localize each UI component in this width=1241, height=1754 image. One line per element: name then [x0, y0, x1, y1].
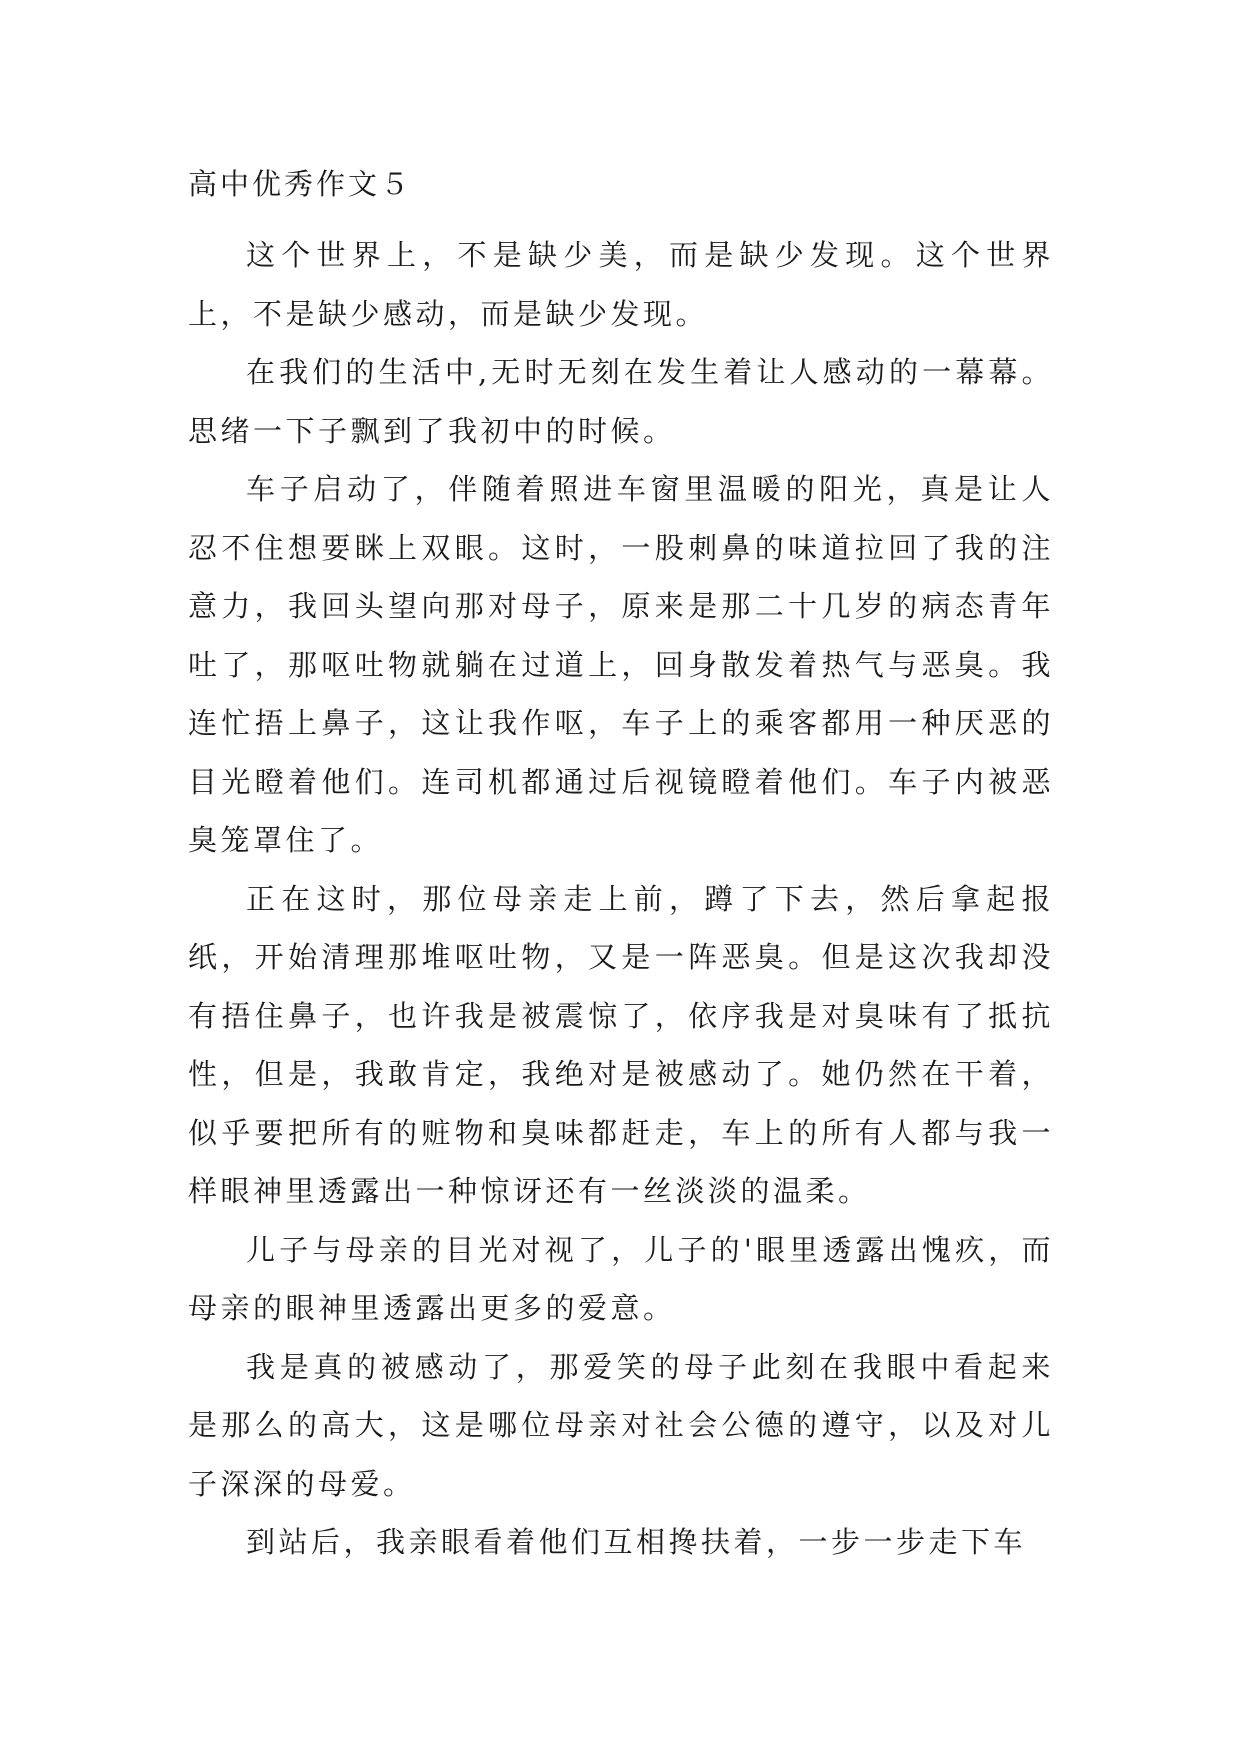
paragraph: 这个世界上，不是缺少美，而是缺少发现。这个世界上，不是缺少感动，而是缺少发现。 — [188, 238, 1054, 331]
paragraph: 儿子与母亲的目光对视了，儿子的'眼里透露出愧疚，而母亲的眼神里透露出更多的爱意。 — [188, 1232, 1054, 1325]
document-body — [188, 164, 1054, 1572]
paragraph: 到站后，我亲眼看着他们互相搀扶着，一步一步走下车 — [246, 1525, 1027, 1559]
paragraph: 正在这时，那位母亲走上前，蹲了下去，然后拿起报纸，开始清理那堆呕吐物，又是一阵恶臭。但是这次我却没有捂住鼻子，也许我是被震惊了，依序我是对臭味有了抵抗性，但是，我敢肯定，我绝对是被感动了。她仍然在干着，似乎要把所有的赃物和臭味都赶走，车上的所有人都与我一样眼神里透露出一种惊讶还有一丝淡淡的温柔。 — [188, 881, 1054, 1208]
paragraph: 在我们的生活中,无时无刻在发生着让人感动的一幕幕。思绪一下子飘到了我初中的时候。 — [188, 355, 1054, 448]
document-title: 高中优秀作文５ — [188, 167, 413, 201]
paragraph: 我是真的被感动了，那爱笑的母子此刻在我眼中看起来是那么的高大，这是哪位母亲对社会公德的遵守，以及对儿子深深的母爱。 — [188, 1349, 1054, 1501]
paragraph: 车子启动了，伴随着照进车窗里温暖的阳光，真是让人忍不住想要眯上双眼。这时，一股刺鼻的味道拉回了我的注意力，我回头望向那对母子，原来是那二十几岁的病态青年吐了，那呕吐物就躺在过道上，回身散发着热气与恶臭。我连忙捂上鼻子，这让我作呕，车子上的乘客都用一种厌恶的目光瞪着他们。连司机都通过后视镜瞪着他们。车子内被恶臭笼罩住了。 — [188, 472, 1054, 857]
